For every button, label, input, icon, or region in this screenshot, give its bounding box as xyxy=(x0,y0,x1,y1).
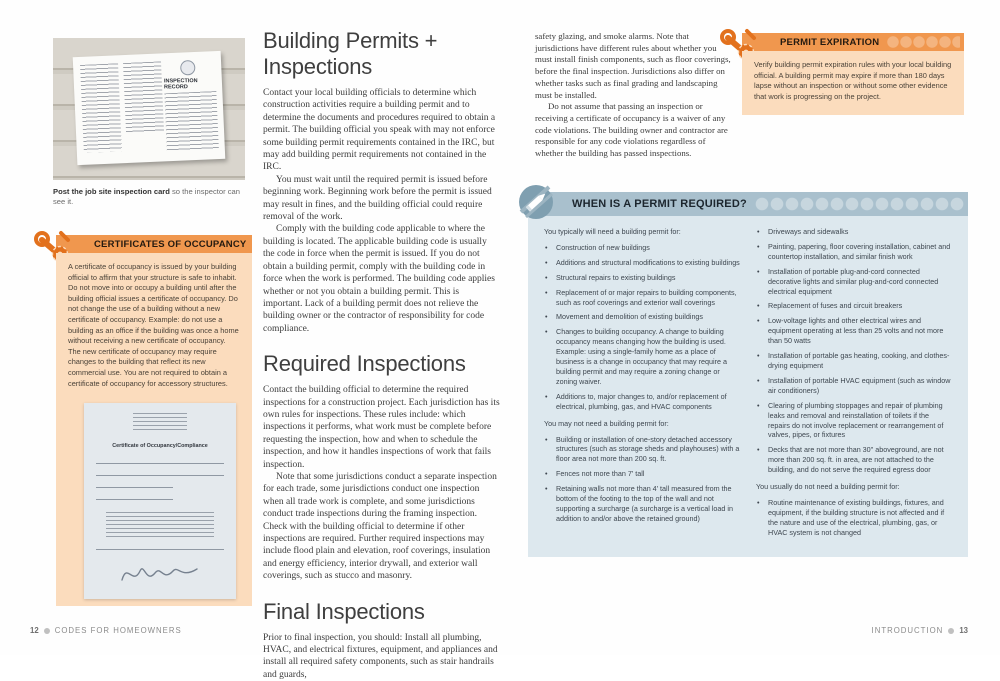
list-item: • Fences not more than 7' tall xyxy=(544,469,740,479)
paragraph: Comply with the building code applicable to where the building is located. The applicable building code is usually the code in force when the permit is issued. If you do not obtain a building permit, comply with the building code in force when the work is performed. The building code applies whether or not you obtain a building permit. This is important. Lack of a building permit does not relieve the building owner or the contractor of responsibility for code compliance. xyxy=(263,224,495,334)
list-item: • Decks that are not more than 30" aboveground, are not more than 200 sq. ft. in area, are not attached to the building, and do not serve the required egress door xyxy=(756,445,952,475)
list-item: • Movement and demolition of existing buildings xyxy=(544,312,740,322)
inspection-card xyxy=(73,51,226,165)
list-item: • Routine maintenance of existing buildings, fixtures, and equipment, if the building structure is not affected and if the nature and use of the electrical, plumbing, gas, or HVAC system is not changed xyxy=(756,498,952,538)
photo-caption-rest: so the inspector can see it. xyxy=(53,187,240,206)
list-item: • Construction of new buildings xyxy=(544,243,740,253)
certificate-letterhead xyxy=(133,413,187,431)
paragraph: Contact the building official to determine the required inspections for a construction project. Each jurisdiction has its own rules for inspections. These rules include: which inspections it performs, what work must be complete before requesting the inspection, how and when to schedule the inspection, and how it handles inspections of work that fails inspection. xyxy=(263,385,500,470)
certificates-of-occupancy-box xyxy=(56,235,252,606)
paragraph: Note that some jurisdictions conduct a separate inspection for each trade, some jurisdictions conduct one inspection when all trade work is complete, and some jurisdictions conduct trade inspections during the framing inspection. Check with the building official to determine if other inspections are required. Further required inspections may include flood plain and elevation, roof coverings, insulation and energy efficiency, interior drywall, and exterior wall coverings, such as stucco and masonry. xyxy=(263,471,497,582)
certificate-field-line xyxy=(96,499,173,500)
sidebar-title: PERMIT EXPIRATION xyxy=(780,36,880,48)
certificate-image xyxy=(84,403,236,599)
list-intro: You usually do not need a building permit for: xyxy=(756,482,900,492)
list-item: • Additions to, major changes to, and/or replacement of electrical, plumbing, gas, and HVAC components xyxy=(544,392,740,412)
paragraph: Do not assume that passing an inspection or receiving a certificate of occupancy is a waiver of any code violations. The building owner and contractor are responsible for any code violations regardless of whether the building has passed inspections. xyxy=(535,101,728,159)
paragraph: You must wait until the required permit is issued before beginning work. Beginning work before the permit is issued may result in fines, and the building official could require removal of the work. xyxy=(263,174,492,223)
inspection-card-photo xyxy=(53,38,245,180)
list-item: • Building or installation of one-story detached accessory structures (such as storage sheds and playhouses) with a floor area not more than 200 sq. ft. xyxy=(544,435,740,465)
card-text-column xyxy=(80,63,122,153)
list-item: • Additions and structural modifications to existing buildings xyxy=(544,258,740,268)
list-item: • Retaining walls not more than 4' tall measured from the bottom of the footing to the top of the wall and not supporting a surcharge (a surcharge is a vertical load in addition to and/or above the retained ground) xyxy=(544,484,740,524)
may-not-need-permit-list-continued xyxy=(756,227,952,475)
sidebar-body xyxy=(56,253,252,606)
dot-icon xyxy=(44,628,50,634)
paragraph: Contact your local building officials to determine which construction activities require a building permit and to determine the documents and procedures required to obtain a permit. The building official you speak with may not enforce some building permit requirements contained in the IRC, but may add building permit requirements not contained in the IRC. xyxy=(263,88,496,173)
may-not-need-permit-list xyxy=(544,435,740,524)
feature-header-bar xyxy=(528,192,968,216)
permit-list-left-column xyxy=(544,227,740,546)
paragraph: Prior to final inspection, you should: Install all plumbing, HVAC, and electrical fixtures, equipment, and appliances and install all required safety components, such as stair handrails and guards, xyxy=(263,632,498,680)
list-item: • Driveways and sidewalks xyxy=(756,227,952,237)
feature-body xyxy=(528,216,968,557)
list-intro: You typically will need a building permit for: xyxy=(544,227,681,236)
page-number: 13 xyxy=(959,626,968,635)
card-text-column xyxy=(164,91,218,151)
section-heading-final-inspections: Final Inspections xyxy=(263,598,425,624)
sidebar-text: A certificate of occupancy is issued by your building official to affirm that your structure is safe to inhabit. Do not move into or occupy a building until after the building official issues a certificate of occupancy. Do not change the use of a building without a new certificate of occupancy. Example: do not use a building as an office if the building was once a home without receiving a new certificate of occupancy. The new certificate of occupancy may require changes to the building that reflect its new commercial use. You are not required to obtain a certificate of occupancy for accessory structures. xyxy=(68,262,239,388)
certificate-field-line xyxy=(96,549,224,550)
section-heading-building-permits: Building Permits + Inspections xyxy=(263,28,438,79)
list-item: • Replacement of or major repairs to building components, such as roof coverings and exterior wall coverings xyxy=(544,288,740,308)
permit-expiration-box xyxy=(742,33,964,115)
article-column xyxy=(263,28,500,680)
list-item: • Replacement of fuses and circuit breakers xyxy=(756,301,952,311)
paragraph: safety glazing, and smoke alarms. Note that jurisdictions have different rules about whether you must install finish components, such as floor coverings, before the final inspection. Jurisdictions also differ on whether tasks such as final grading and landscaping must be installed. xyxy=(535,31,731,100)
list-item: • Low-voltage lights and other electrical wires and equipment operating at less than 25 volts and not more than 50 watts xyxy=(756,316,952,346)
footer-label: CODES FOR HOMEOWNERS xyxy=(54,626,182,635)
permit-list-right-column xyxy=(756,227,952,546)
list-intro: You may not need a building permit for: xyxy=(544,418,669,428)
photo-caption-lead: Post the job site inspection card xyxy=(53,187,170,196)
sidebar-header-bar xyxy=(742,33,964,51)
header-dots-decoration xyxy=(755,197,964,211)
left-page-footer xyxy=(30,626,182,635)
certificate-title: Certificate of Occupancy/Compliance xyxy=(112,443,208,449)
footer-label: INTRODUCTION xyxy=(871,626,944,635)
section-heading-required-inspections: Required Inspections xyxy=(263,351,466,377)
feature-title: WHEN IS A PERMIT REQUIRED? xyxy=(572,198,747,210)
certificate-field-line xyxy=(96,463,224,464)
photo-caption xyxy=(53,187,245,206)
when-is-permit-required-box xyxy=(528,192,968,557)
dot-icon xyxy=(948,628,954,634)
list-item: • Changes to building occupancy. A change to building occupancy means changing how the building is used. Example: using a single-family home as a place of business is a change in occupancy that may require a building permit and may require a zoning change or zoning waiver. xyxy=(544,327,740,386)
pencil-icon xyxy=(516,182,556,222)
list-item: • Installation of portable HVAC equipment (such as window air conditioners) xyxy=(756,376,952,396)
seal-icon xyxy=(180,60,196,76)
usually-not-need-permit-list xyxy=(756,498,952,538)
inspection-card-figure xyxy=(53,38,245,206)
certificate-fine-print xyxy=(106,512,215,538)
sidebar-header-bar xyxy=(56,235,252,253)
card-title: INSPECTION RECORD xyxy=(163,78,198,91)
list-item: • Structural repairs to existing buildings xyxy=(544,273,740,283)
list-item: • Installation of portable gas heating, cooking, and clothes-drying equipment xyxy=(756,351,952,371)
sidebar-body xyxy=(742,51,964,115)
certificate-field-line xyxy=(96,475,224,476)
header-dots-decoration xyxy=(887,36,960,48)
sidebar-text: Verify building permit expiration rules with your local building official. A building permit may expire if more than 180 days lapse without an inspection or without some other evidence that work is progressing on the project. xyxy=(754,60,952,101)
page-number: 12 xyxy=(30,626,39,635)
right-page-footer xyxy=(872,626,968,635)
list-item: • Painting, papering, floor covering installation, cabinet and countertop installation, and similar finish work xyxy=(756,242,952,262)
card-text-column xyxy=(123,61,164,133)
list-item: • Clearing of plumbing stoppages and repair of plumbing leaks and removal and reinstallation of toilets if the repairs do not involve replacement or rearrangement of valves, pipes, or fixtures xyxy=(756,401,952,441)
signature-icon xyxy=(117,558,203,588)
need-permit-list xyxy=(544,243,740,412)
continuation-column xyxy=(535,31,733,163)
list-item: • Installation of portable plug-and-cord connected decorative lights and similar plug-and-cord connected electrical equipment xyxy=(756,267,952,297)
certificate-field-line xyxy=(96,487,173,488)
sidebar-title: CERTIFICATES OF OCCUPANCY xyxy=(94,238,247,250)
